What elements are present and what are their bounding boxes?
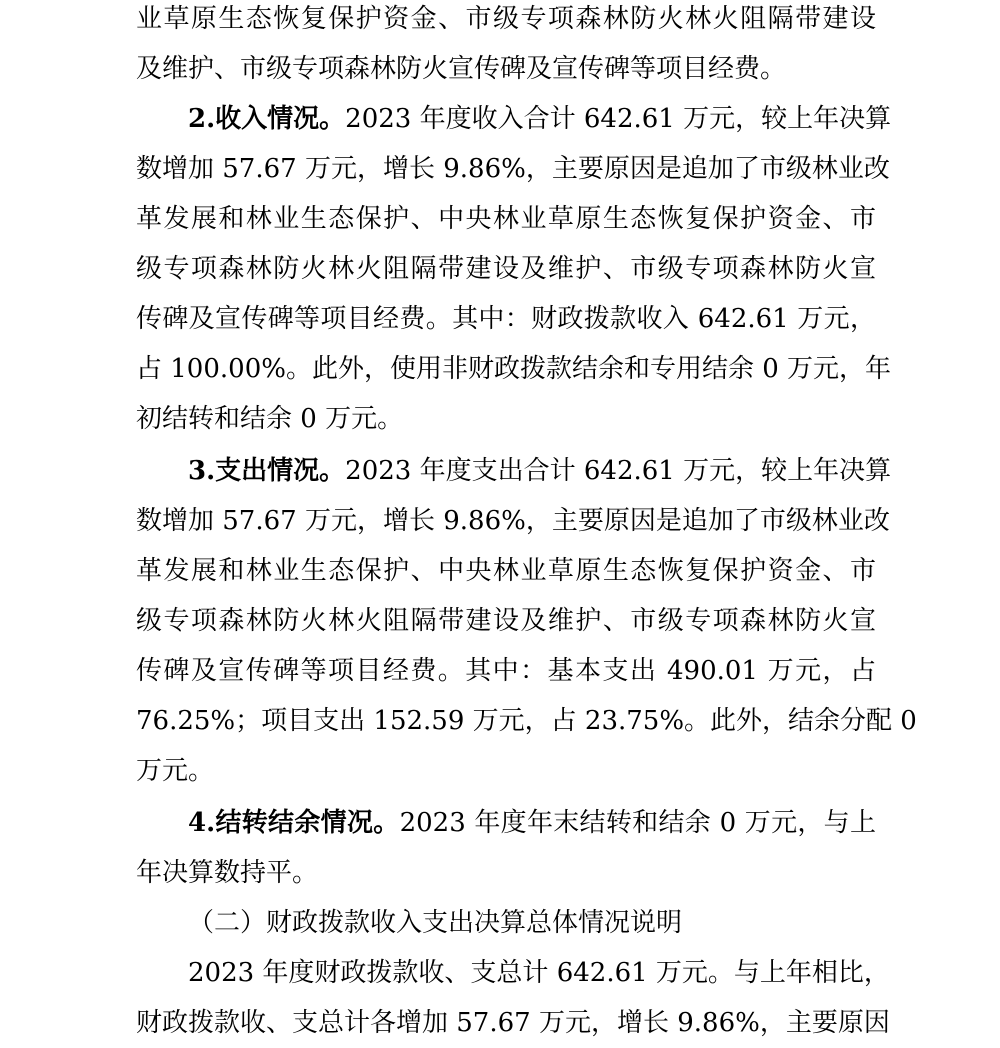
paragraph-income-start	[188, 94, 892, 144]
text-line: 级专项森林防火林火阻隔带建设及维护、市级专项森林防火宣	[136, 254, 876, 284]
text-line: 级专项森林防火林火阻隔带建设及维护、市级专项森林防火宣	[136, 606, 876, 636]
text-line: 数增加 57.67 万元，增长 9.86%，主要原因是追加了市级林业改	[136, 154, 890, 184]
text-line: 革发展和林业生态保护、中央林业草原生态恢复保护资金、市	[136, 556, 876, 586]
text-line: 数增加 57.67 万元，增长 9.86%，主要原因是追加了市级林业改	[136, 506, 890, 536]
section-heading-fiscal: （二）财政拨款收入支出决算总体情况说明	[188, 908, 683, 938]
text-line: 财政拨款收、支总计各增加 57.67 万元，增长 9.86%，主要原因	[136, 1008, 890, 1038]
section-heading-income: 2.收入情况。	[188, 104, 346, 134]
text-line: 年决算数持平。	[136, 858, 319, 888]
text-line: 占 100.00%。此外，使用非财政拨款结余和专用结余 0 万元，年	[136, 354, 892, 384]
text-line: 初结转和结余 0 万元。	[136, 404, 404, 434]
paragraph-expense-start	[188, 446, 892, 496]
section-heading-expense: 3.支出情况。	[188, 456, 346, 486]
text-line: 2023 年度财政拨款收、支总计 642.61 万元。与上年相比，	[188, 958, 890, 988]
section-heading-carryover: 4.结转结余情况。	[188, 808, 400, 838]
text-run: 2023 年度年末结转和结余 0 万元，与上	[399, 808, 876, 838]
text-line: 传碑及宣传碑等项目经费。其中：财政拨款收入 642.61 万元，	[136, 304, 876, 334]
text-run: 2023 年度收入合计 642.61 万元，较上年决算	[345, 104, 892, 134]
text-line: 业草原生态恢复保护资金、市级专项森林防火林火阻隔带建设	[136, 4, 876, 34]
text-line: 万元。	[136, 756, 215, 786]
text-line: 76.25%；项目支出 152.59 万元，占 23.75%。此外，结余分配 0	[136, 706, 917, 736]
text-line: 革发展和林业生态保护、中央林业草原生态恢复保护资金、市	[136, 204, 876, 234]
text-line: 及维护、市级专项森林防火宣传碑及宣传碑等项目经费。	[136, 54, 787, 84]
paragraph-carryover-start	[188, 798, 876, 848]
text-line: 传碑及宣传碑等项目经费。其中：基本支出 490.01 万元，占	[136, 656, 876, 686]
text-run: 2023 年度支出合计 642.61 万元，较上年决算	[345, 456, 892, 486]
